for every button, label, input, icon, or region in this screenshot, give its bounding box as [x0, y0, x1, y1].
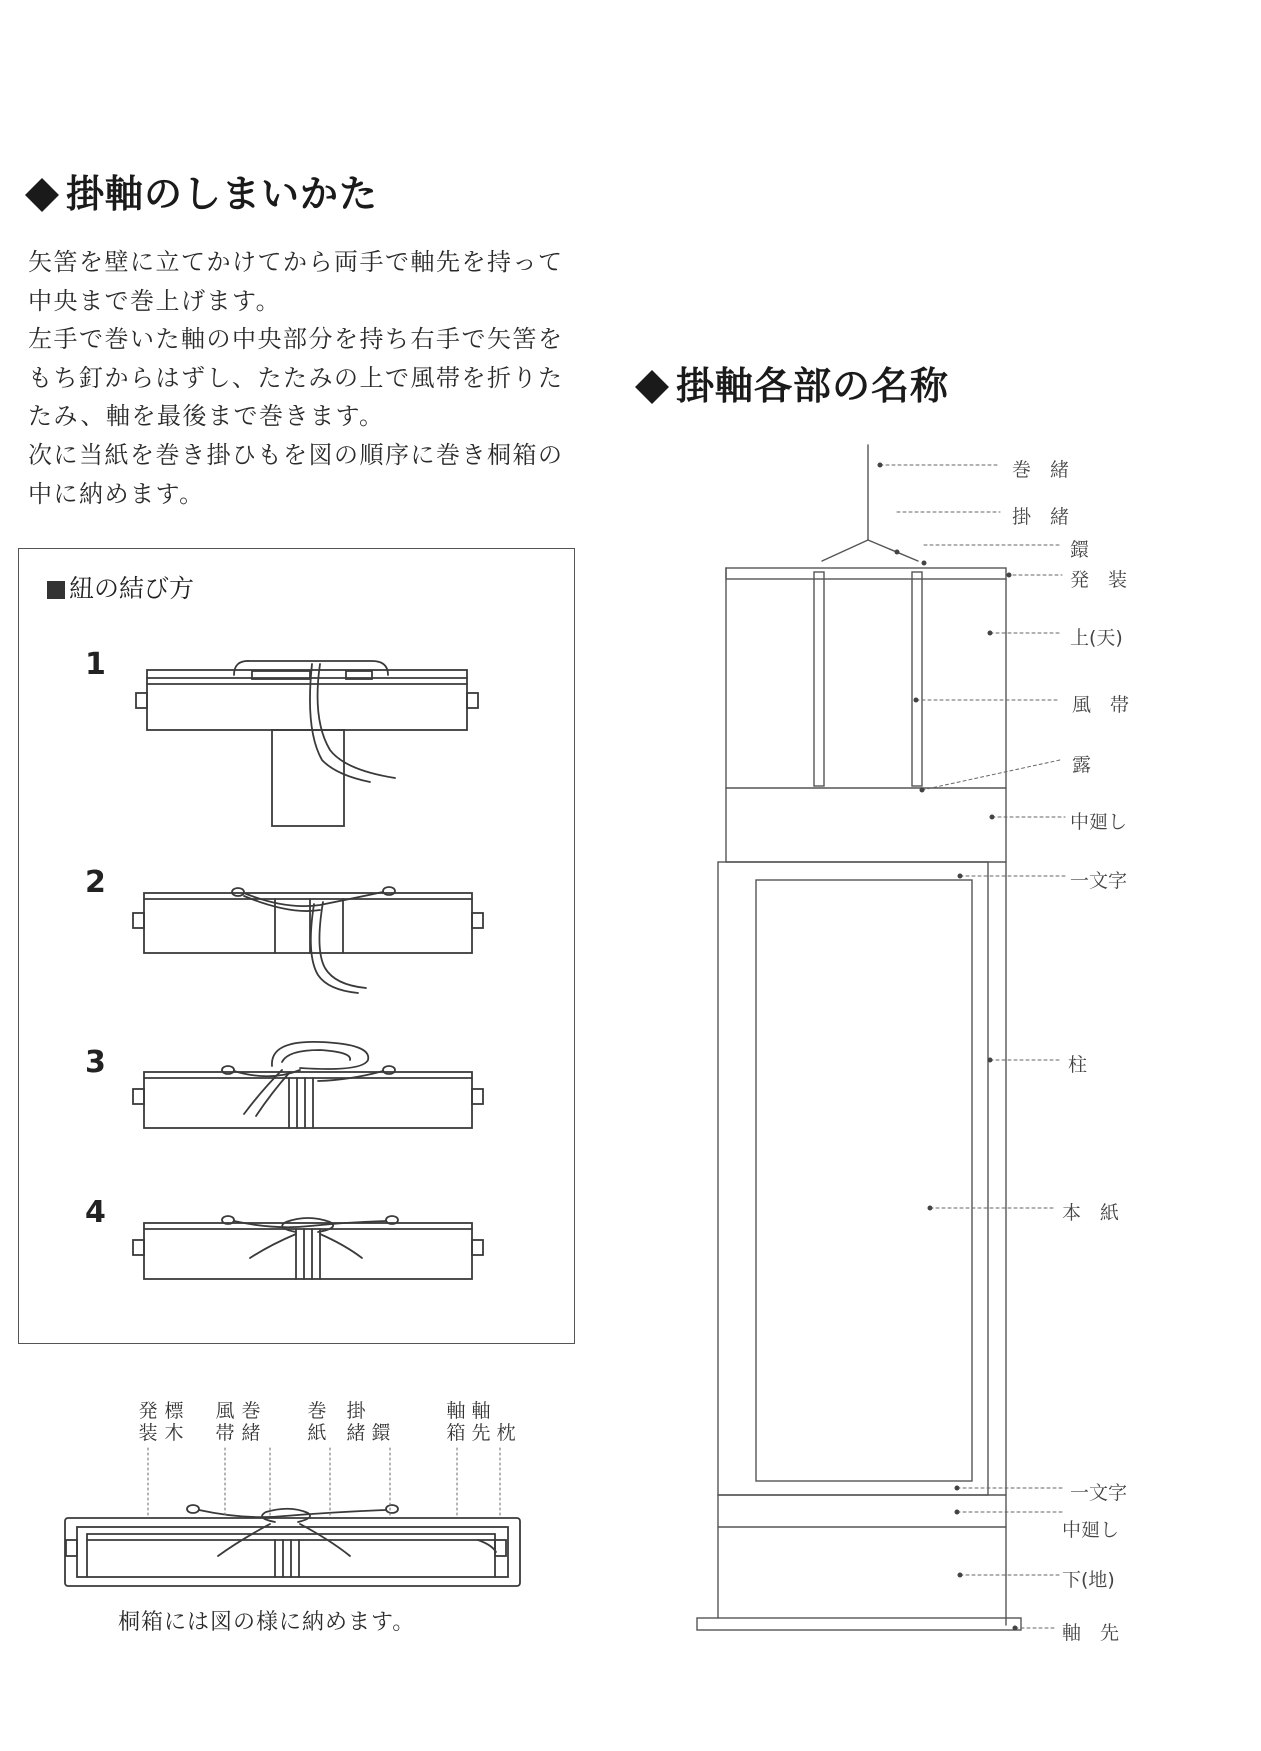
parts-section-title [634, 355, 949, 410]
knot-step-2-illustration [133, 887, 483, 993]
parts-title-text: 掛軸各部の名称 [676, 364, 950, 408]
part-label-makio: 巻 緒 [1012, 459, 1070, 481]
box-leader-lines [148, 1448, 500, 1518]
part-label-jikusaki: 軸 先 [1062, 1622, 1120, 1644]
part-label-ten: 上(天) [1070, 627, 1123, 649]
step-number: 2 [85, 865, 106, 900]
knot-title-text: 紐の結び方 [69, 574, 195, 603]
box-label-hyougi: 標木 [164, 1400, 184, 1444]
box-label-hassou: 発装 [138, 1400, 158, 1444]
box-label-futai: 風帯 [215, 1400, 235, 1444]
part-label-kakeo: 掛 緒 [1012, 506, 1070, 528]
step-number: 3 [85, 1045, 106, 1080]
part-label-honshi: 本 紙 [1062, 1202, 1120, 1224]
part-label-ichimonji-top: 一文字 [1070, 870, 1128, 892]
part-label-ichimonji-bottom: 一文字 [1070, 1482, 1128, 1504]
instruction-paragraph: 矢筈を壁に立てかけてから両手で軸先を持って中央まで巻上げます。 [28, 248, 564, 315]
box-label-jikusaki: 軸先 [471, 1400, 491, 1444]
kiri-box-illustration [65, 1505, 520, 1586]
part-label-chuberi-top: 中廻し [1070, 811, 1128, 833]
part-label-chi: 下(地) [1062, 1569, 1115, 1591]
box-label-kan: 鐶 [371, 1422, 391, 1444]
storage-title-text: 掛軸のしまいかた [66, 172, 379, 216]
box-label-makio: 巻緒 [241, 1400, 261, 1444]
knot-step-1-illustration [136, 661, 478, 826]
part-label-hassou: 発 装 [1070, 569, 1128, 591]
scroll-diagram [697, 445, 1021, 1630]
diamond-icon [635, 370, 669, 404]
part-label-kan: 鐶 [1070, 539, 1090, 561]
instruction-paragraph: 次に当紙を巻き掛ひもを図の順序に巻き桐箱の中に納めます。 [28, 440, 564, 508]
part-label-hashira: 柱 [1068, 1054, 1088, 1076]
part-label-futai: 風 帯 [1072, 694, 1130, 716]
part-label-tsuyu: 露 [1072, 754, 1092, 776]
box-caption: 桐箱には図の様に納めます。 [118, 1610, 416, 1635]
knot-step-4-illustration [133, 1216, 483, 1279]
step-number: 1 [85, 647, 106, 682]
part-leader-dots [878, 463, 1018, 1631]
box-label-kakeo: 掛緒 [346, 1400, 366, 1444]
part-label-chuberi-bottom: 中廻し [1062, 1519, 1120, 1541]
box-label-makura: 枕 [496, 1422, 516, 1444]
step-number: 4 [85, 1195, 106, 1230]
box-label-makigami: 巻紙 [307, 1400, 327, 1444]
box-label-jikubako: 軸箱 [446, 1400, 466, 1444]
instruction-paragraph: 左手で巻いた軸の中央部分を持ち右手で矢筈をもち釘からはずし、たたみの上で風帯を折りたたみ、軸を最後まで巻きます。 [28, 325, 564, 431]
knot-step-3-illustration [133, 1042, 483, 1128]
